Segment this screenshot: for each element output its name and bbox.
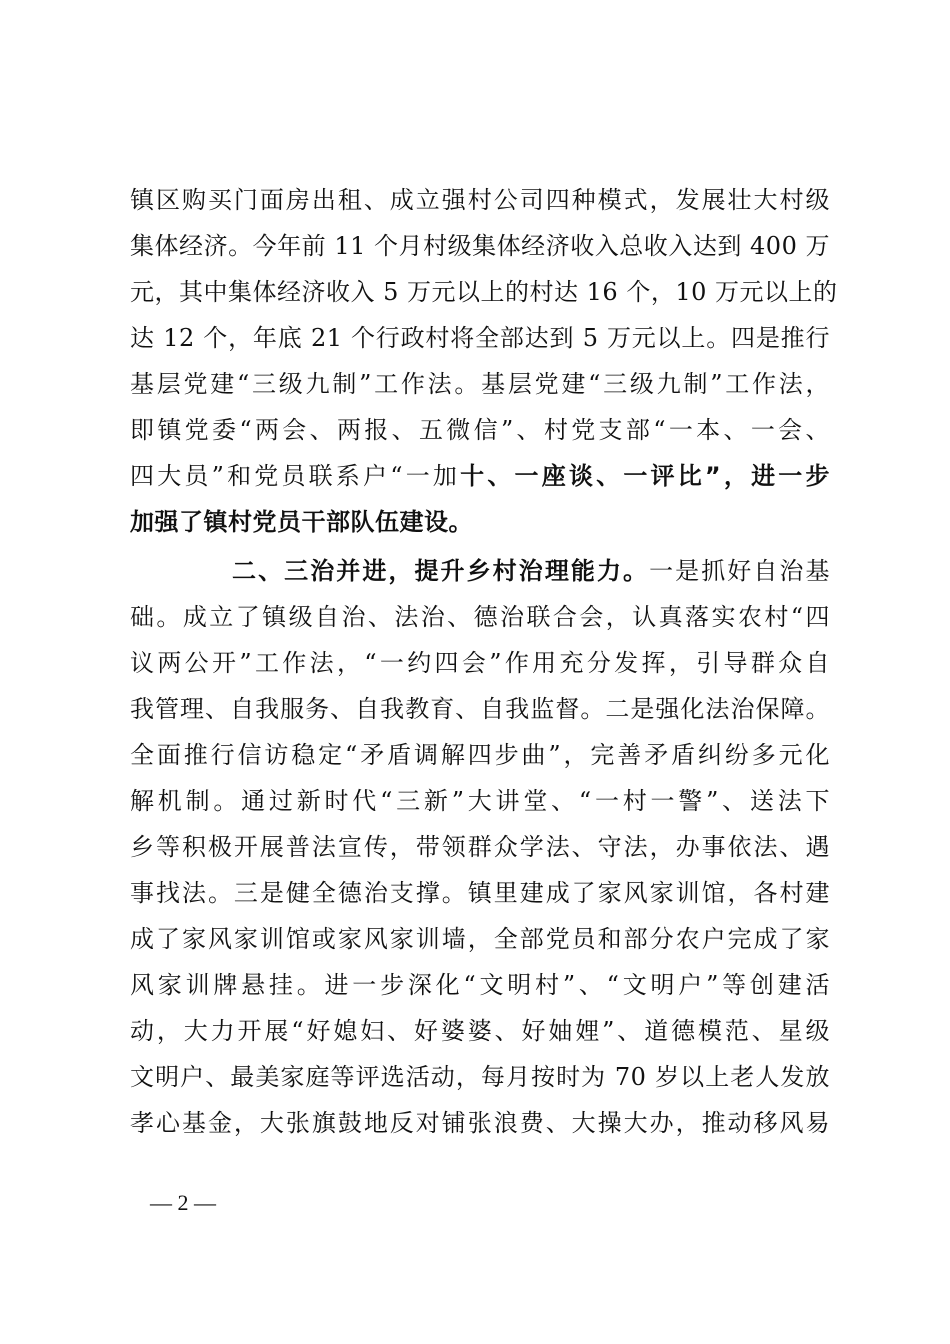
paragraph-line: 风家训牌悬挂。进一步深化“文明村”、“文明户”等创建活 (130, 971, 830, 999)
paragraph-line: 动，大力开展“好媳妇、好婆婆、好妯娌”、道德模范、星级 (130, 1017, 830, 1045)
paragraph-line: 我管理、自我服务、自我教育、自我监督。二是强化法治保障。 (130, 695, 830, 723)
paragraph-line: 基层党建“三级九制”工作法。基层党建“三级九制”工作法， (130, 370, 830, 398)
paragraph-line: 文明户、最美家庭等评选活动，每月按时为 70 岁以上老人发放 (130, 1063, 830, 1091)
paragraph-line: 全面推行信访稳定“矛盾调解四步曲”，完善矛盾纠纷多元化 (130, 741, 830, 769)
paragraph-text: 四大员”和党员联系户“一加 (130, 462, 461, 490)
paragraph-line: 成了家风家训馆或家风家训墙，全部党员和部分农户完成了家 (130, 925, 830, 953)
paragraph-text-bold: 十、一座谈、一评比”，进一步 (460, 462, 830, 490)
paragraph-line: 元，其中集体经济收入 5 万元以上的村达 16 个，10 万元以上的 (130, 278, 838, 306)
paragraph-line: 议两公开”工作法，“一约四会”作用充分发挥，引导群众自 (130, 649, 830, 677)
page-number: — 2 — (150, 1190, 216, 1215)
paragraph-line-mixed (130, 453, 830, 499)
section-heading: 二、三治并进，提升乡村治理能力。 (232, 557, 650, 585)
paragraph-line: 乡等积极开展普法宣传，带领群众学法、守法，办事依法、遇 (130, 833, 830, 861)
paragraph-line-bold: 加强了镇村党员干部队伍建设。 (130, 508, 473, 536)
paragraph-line: 达 12 个，年底 21 个行政村将全部达到 5 万元以上。四是推行 (130, 324, 830, 352)
paragraph-line: 解机制。通过新时代“三新”大讲堂、“一村一警”、送法下 (130, 787, 830, 815)
paragraph-line: 础。成立了镇级自治、法治、德治联合会，认真落实农村“四 (130, 603, 830, 631)
paragraph-text: 一是抓好自治基 (649, 557, 831, 585)
paragraph-line: 孝心基金，大张旗鼓地反对铺张浪费、大操大办，推动移风易 (130, 1109, 830, 1137)
paragraph-line: 镇区购买门面房出租、成立强村公司四种模式，发展壮大村级 (130, 186, 830, 214)
paragraph-line: 事找法。三是健全德治支撑。镇里建成了家风家训馆，各村建 (130, 879, 830, 907)
section-heading-line (232, 548, 830, 594)
paragraph-line: 集体经济。今年前 11 个月村级集体经济收入总收入达到 400 万 (130, 232, 830, 260)
paragraph-line: 即镇党委“两会、两报、五微信”、村党支部“一本、一会、 (130, 416, 830, 444)
